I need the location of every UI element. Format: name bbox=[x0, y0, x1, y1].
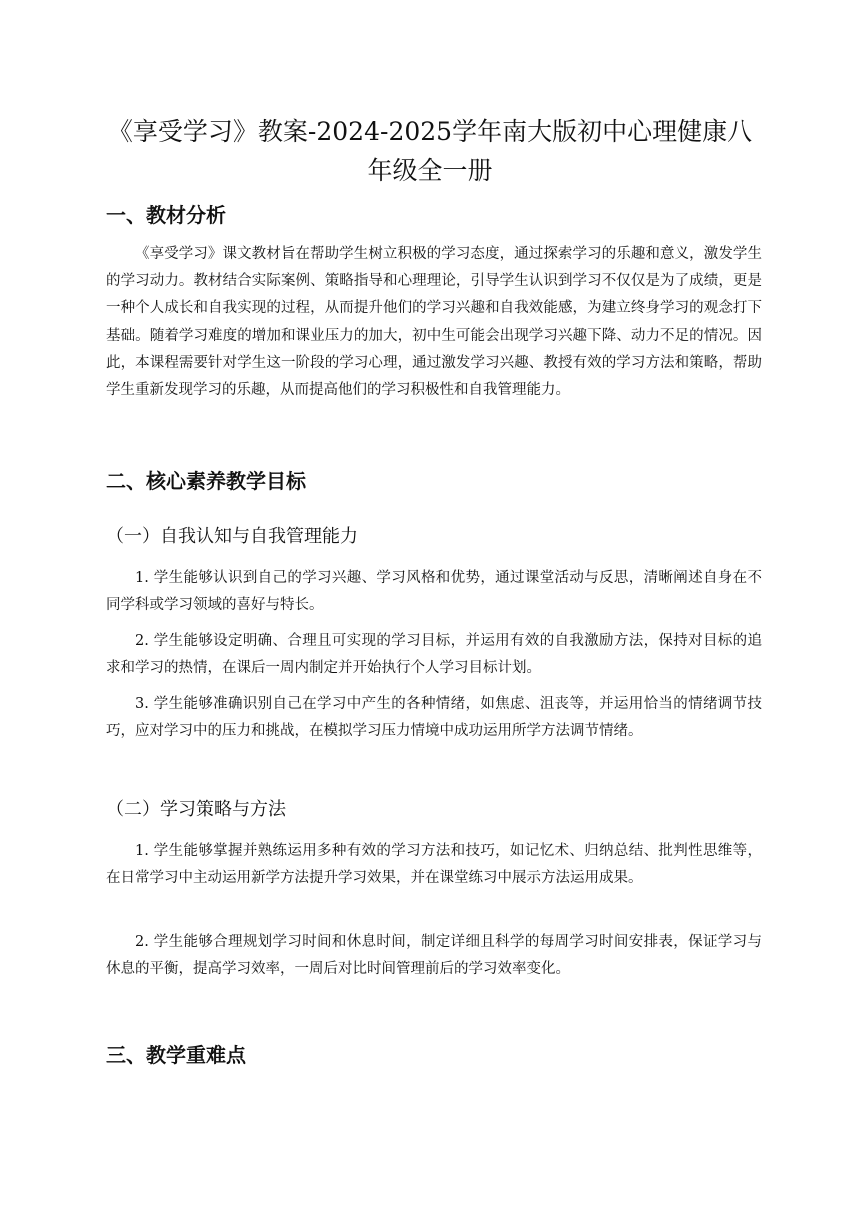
document-title: 《享受学习》教案-2024-2025学年南大版初中心理健康八年级全一册 bbox=[107, 117, 753, 185]
objective-item: 2. 学生能够设定明确、合理且可实现的学习目标，并运用有效的自我激励方法，保持对目标的追求和学习的热情，在课后一周内制定并开始执行个人学习目标计划。 bbox=[106, 633, 762, 677]
section-heading-teaching-objectives: 二、核心素养教学目标 bbox=[106, 469, 306, 493]
objective-item: 3. 学生能够准确识别自己在学习中产生的各种情绪，如焦虑、沮丧等，并运用恰当的情绪调节技巧，应对学习中的压力和挑战，在模拟学习压力情境中成功运用所学方法调节情绪。 bbox=[106, 696, 762, 740]
section-heading-key-difficulties: 三、教学重难点 bbox=[106, 1043, 246, 1067]
objective-item: 1. 学生能够认识到自己的学习兴趣、学习风格和优势，通过课堂活动与反思，清晰阐述自身在不同学科或学习领域的喜好与特长。 bbox=[106, 570, 762, 614]
objective-item: 2. 学生能够合理规划学习时间和休息时间，制定详细且科学的每周学习时间安排表，保证学习与休息的平衡，提高学习效率，一周后对比时间管理前后的学习效率变化。 bbox=[106, 934, 762, 978]
textbook-analysis-paragraph: 《享受学习》课文教材旨在帮助学生树立积极的学习态度，通过探索学习的乐趣和意义，激发学生的学习动力。教材结合实际案例、策略指导和心理理论，引导学生认识到学习不仅仅是为了成绩，更是一种个人成长和自我实现的过程，从而提升他们的学习兴趣和自我效能感，为建立终身学习的观念打下基础。随着学习难度的增加和课业压力的加大，初中生可能会出现学习兴趣下降、动力不足的情况。因此，本课程需要针对学生这一阶段的学习心理，通过激发学习兴趣、教授有效的学习方法和策略，帮助学生重新发现学习的乐趣，从而提高他们的学习积极性和自我管理能力。 bbox=[106, 246, 762, 399]
section-heading-textbook-analysis: 一、教材分析 bbox=[106, 203, 226, 227]
subsection-heading-self-management: （一）自我认知与自我管理能力 bbox=[106, 526, 358, 547]
subsection-heading-learning-strategies: （二）学习策略与方法 bbox=[106, 799, 286, 820]
objective-item: 1. 学生能够掌握并熟练运用多种有效的学习方法和技巧，如记忆术、归纳总结、批判性思维等，在日常学习中主动运用新学方法提升学习效果，并在课堂练习中展示方法运用成果。 bbox=[106, 843, 762, 887]
